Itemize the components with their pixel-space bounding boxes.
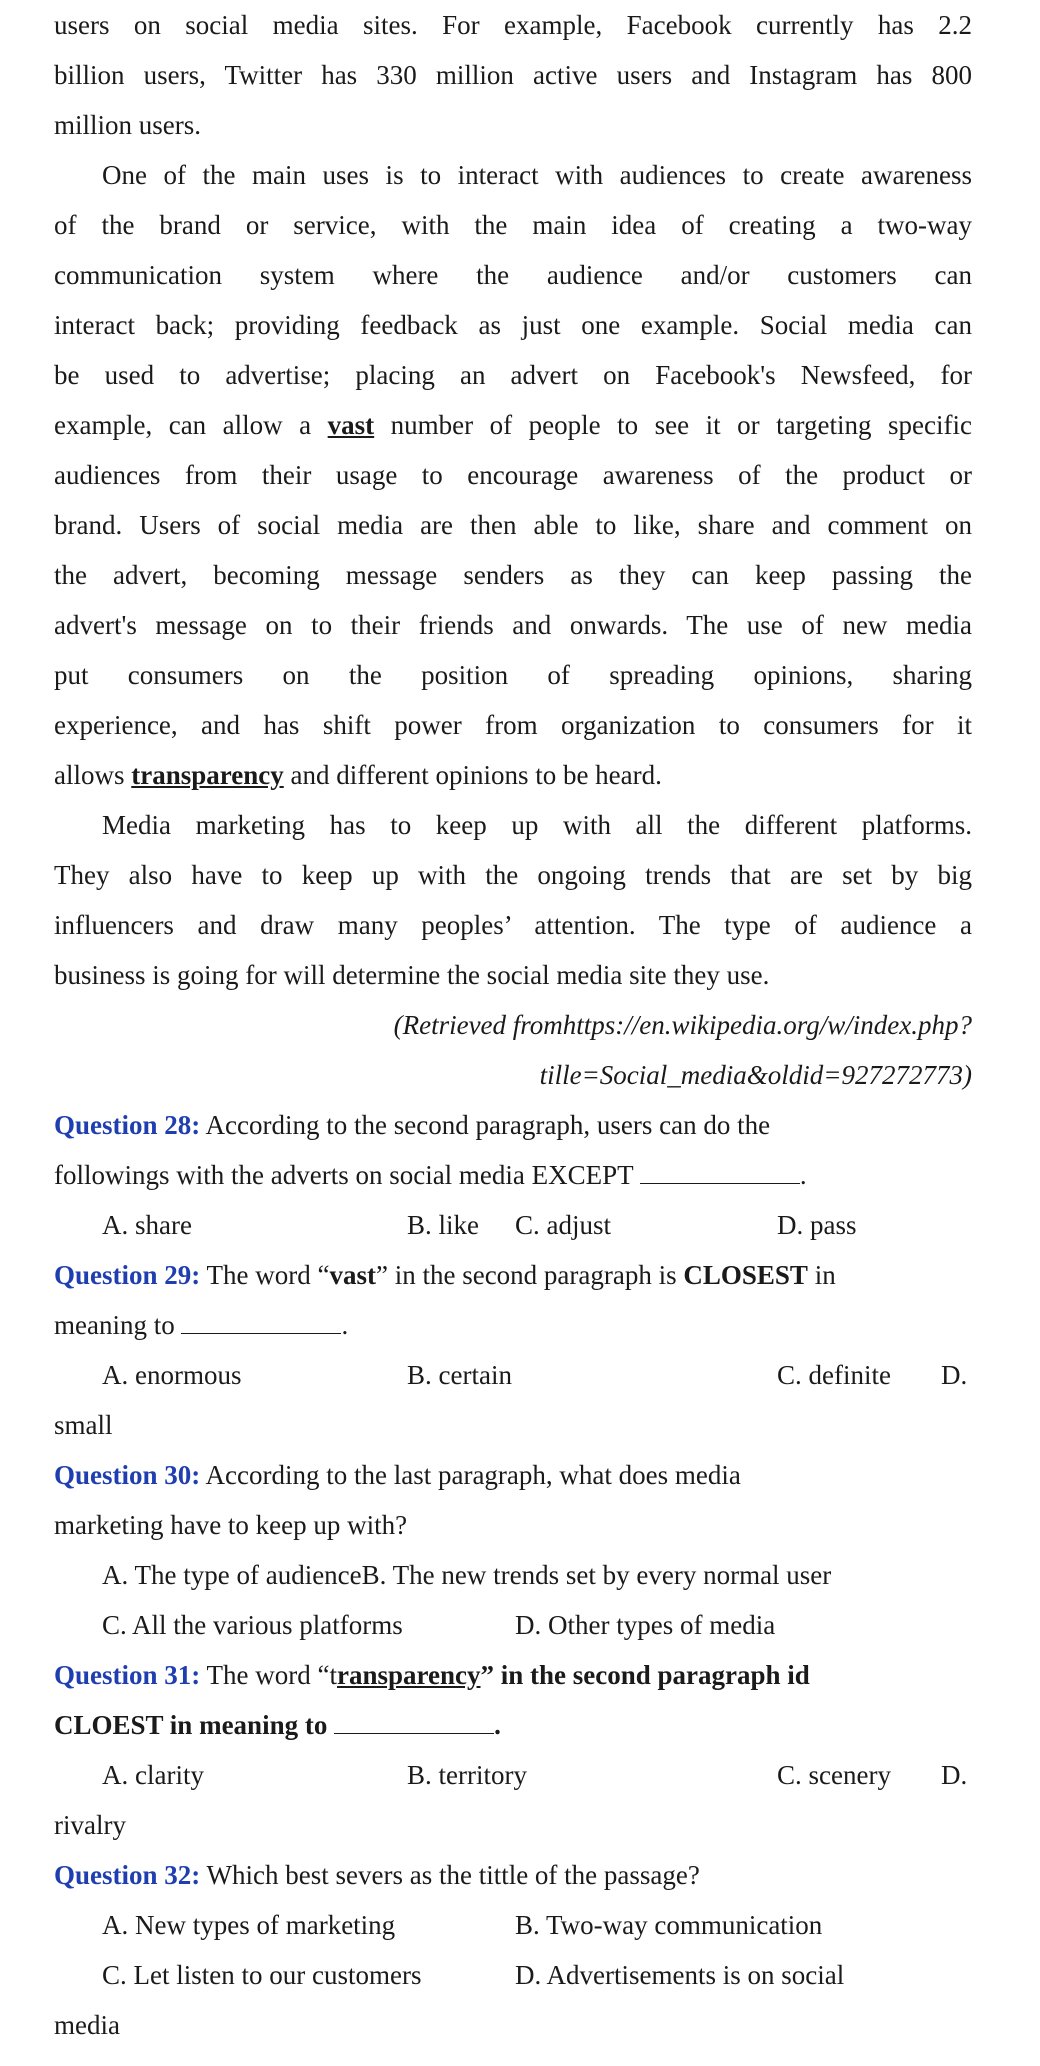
question-stem: [54, 1150, 972, 1200]
option-a-text[interactable]: A. The type of audience: [102, 1560, 362, 1590]
passage-line: One of the main uses is to interact with audiences to create awareness: [102, 160, 972, 190]
text: The word “t: [200, 1660, 337, 1690]
option-a[interactable]: A. enormous: [102, 1360, 242, 1390]
passage-line: billion users, Twitter has 330 million active users and Instagram has 800: [54, 60, 972, 90]
question-stem: [54, 1450, 972, 1500]
option-b[interactable]: B. Two-way communication: [515, 1910, 823, 1940]
question-label: Question 32:: [54, 1860, 201, 1890]
option-d-text[interactable]: media: [54, 2010, 120, 2040]
keyword: CLOSEST: [683, 1260, 808, 1290]
answer-blank: [640, 1159, 800, 1184]
question-stem: marketing have to keep up with?: [54, 1510, 408, 1540]
text: Which best severs as the tittle of the passage?: [200, 1860, 700, 1890]
text: The word “: [200, 1260, 330, 1290]
option-c[interactable]: C. definite: [777, 1360, 891, 1390]
text: example, can allow a: [54, 410, 328, 440]
option-d[interactable]: D.: [941, 1760, 968, 1790]
passage-line: audiences from their usage to encourage awareness of the product or: [54, 460, 972, 490]
option-b[interactable]: B. certain: [407, 1360, 512, 1390]
text: meaning to: [54, 1310, 182, 1340]
passage-line: of the brand or service, with the main idea of creating a two-way: [54, 210, 972, 240]
option-b[interactable]: B. like: [407, 1210, 479, 1240]
question-stem: [54, 1100, 972, 1150]
question-stem: [54, 1700, 972, 1750]
passage-line: influencers and draw many peoples’ attention. The type of audience a: [54, 910, 972, 940]
keyword-vast: vast: [327, 410, 375, 440]
option-d[interactable]: D. Other types of media: [515, 1610, 776, 1640]
text: .: [341, 1310, 349, 1340]
text: According to the last paragraph, what does media: [200, 1460, 741, 1490]
text: .: [494, 1710, 501, 1740]
text: followings with the adverts on social media EXCEPT: [54, 1160, 640, 1190]
question-stem: [54, 1850, 972, 1900]
option-c[interactable]: C. adjust: [515, 1210, 612, 1240]
text: allows: [54, 760, 132, 790]
option-a[interactable]: A. New types of marketing: [102, 1910, 396, 1940]
passage-line: be used to advertise; placing an advert on Facebook's Newsfeed, for: [54, 360, 972, 390]
source-citation: tille=Social_media&oldid=927272773): [539, 1060, 972, 1090]
text: number of people to see it or targeting specific: [374, 410, 972, 440]
option-d[interactable]: D.: [941, 1360, 968, 1390]
passage-line: million users.: [54, 110, 201, 140]
passage-line: communication system where the audience and/or customers can: [54, 260, 972, 290]
text: ” in the second paragraph id: [480, 1660, 810, 1690]
keyword: ransparency: [336, 1660, 481, 1690]
question-stem: [54, 1300, 972, 1350]
passage-line: advert's message on to their friends and onwards. The use of new media: [54, 610, 972, 640]
text: CLOEST in meaning to: [54, 1710, 335, 1740]
text: and different opinions to be heard.: [283, 760, 662, 790]
passage-line: interact back; providing feedback as just one example. Social media can: [54, 310, 972, 340]
option-a[interactable]: [102, 1550, 831, 1600]
answer-blank: [181, 1309, 341, 1334]
question-label: Question 28:: [54, 1110, 201, 1140]
keyword-transparency: transparency: [131, 760, 284, 790]
text: According to the second paragraph, users can do the: [200, 1110, 771, 1140]
passage-line: put consumers on the position of spreading opinions, sharing: [54, 660, 972, 690]
option-c[interactable]: C. All the various platforms: [102, 1610, 403, 1640]
option-b[interactable]: B. territory: [407, 1760, 527, 1790]
text: ” in the second paragraph is: [375, 1260, 684, 1290]
option-d[interactable]: D. pass: [777, 1210, 857, 1240]
option-b[interactable]: B. The new trends set by every normal user: [361, 1560, 832, 1590]
passage-line: the advert, becoming message senders as they can keep passing the: [54, 560, 972, 590]
question-label: Question 30:: [54, 1460, 201, 1490]
passage-line: They also have to keep up with the ongoing trends that are set by big: [54, 860, 972, 890]
text: .: [799, 1160, 807, 1190]
passage-line: business is going for will determine the social media site they use.: [54, 960, 770, 990]
keyword: vast: [329, 1260, 376, 1290]
option-d-text[interactable]: small: [54, 1410, 113, 1440]
passage-line: Media marketing has to keep up with all the different platforms.: [102, 810, 972, 840]
passage-line: experience, and has shift power from organization to consumers for it: [54, 710, 972, 740]
question-stem: [54, 1650, 972, 1700]
passage-line: brand. Users of social media are then able to like, share and comment on: [54, 510, 972, 540]
option-a[interactable]: A. clarity: [102, 1760, 204, 1790]
question-label: Question 29:: [54, 1260, 201, 1290]
passage-line: users on social media sites. For example, Facebook currently has 2.2: [54, 10, 972, 40]
option-c[interactable]: C. Let listen to our customers: [102, 1960, 422, 1990]
answer-blank: [334, 1709, 494, 1734]
passage-line: [54, 750, 972, 800]
option-a[interactable]: A. share: [102, 1210, 192, 1240]
option-d[interactable]: D. Advertisements is on social: [515, 1960, 845, 1990]
option-d-text[interactable]: rivalry: [54, 1810, 126, 1840]
source-citation: (Retrieved fromhttps://en.wikipedia.org/w/index.php?: [393, 1010, 972, 1040]
passage-line: [54, 400, 972, 450]
question-stem: [54, 1250, 972, 1300]
question-label: Question 31:: [54, 1660, 201, 1690]
text: in: [807, 1260, 836, 1290]
option-c[interactable]: C. scenery: [777, 1760, 891, 1790]
